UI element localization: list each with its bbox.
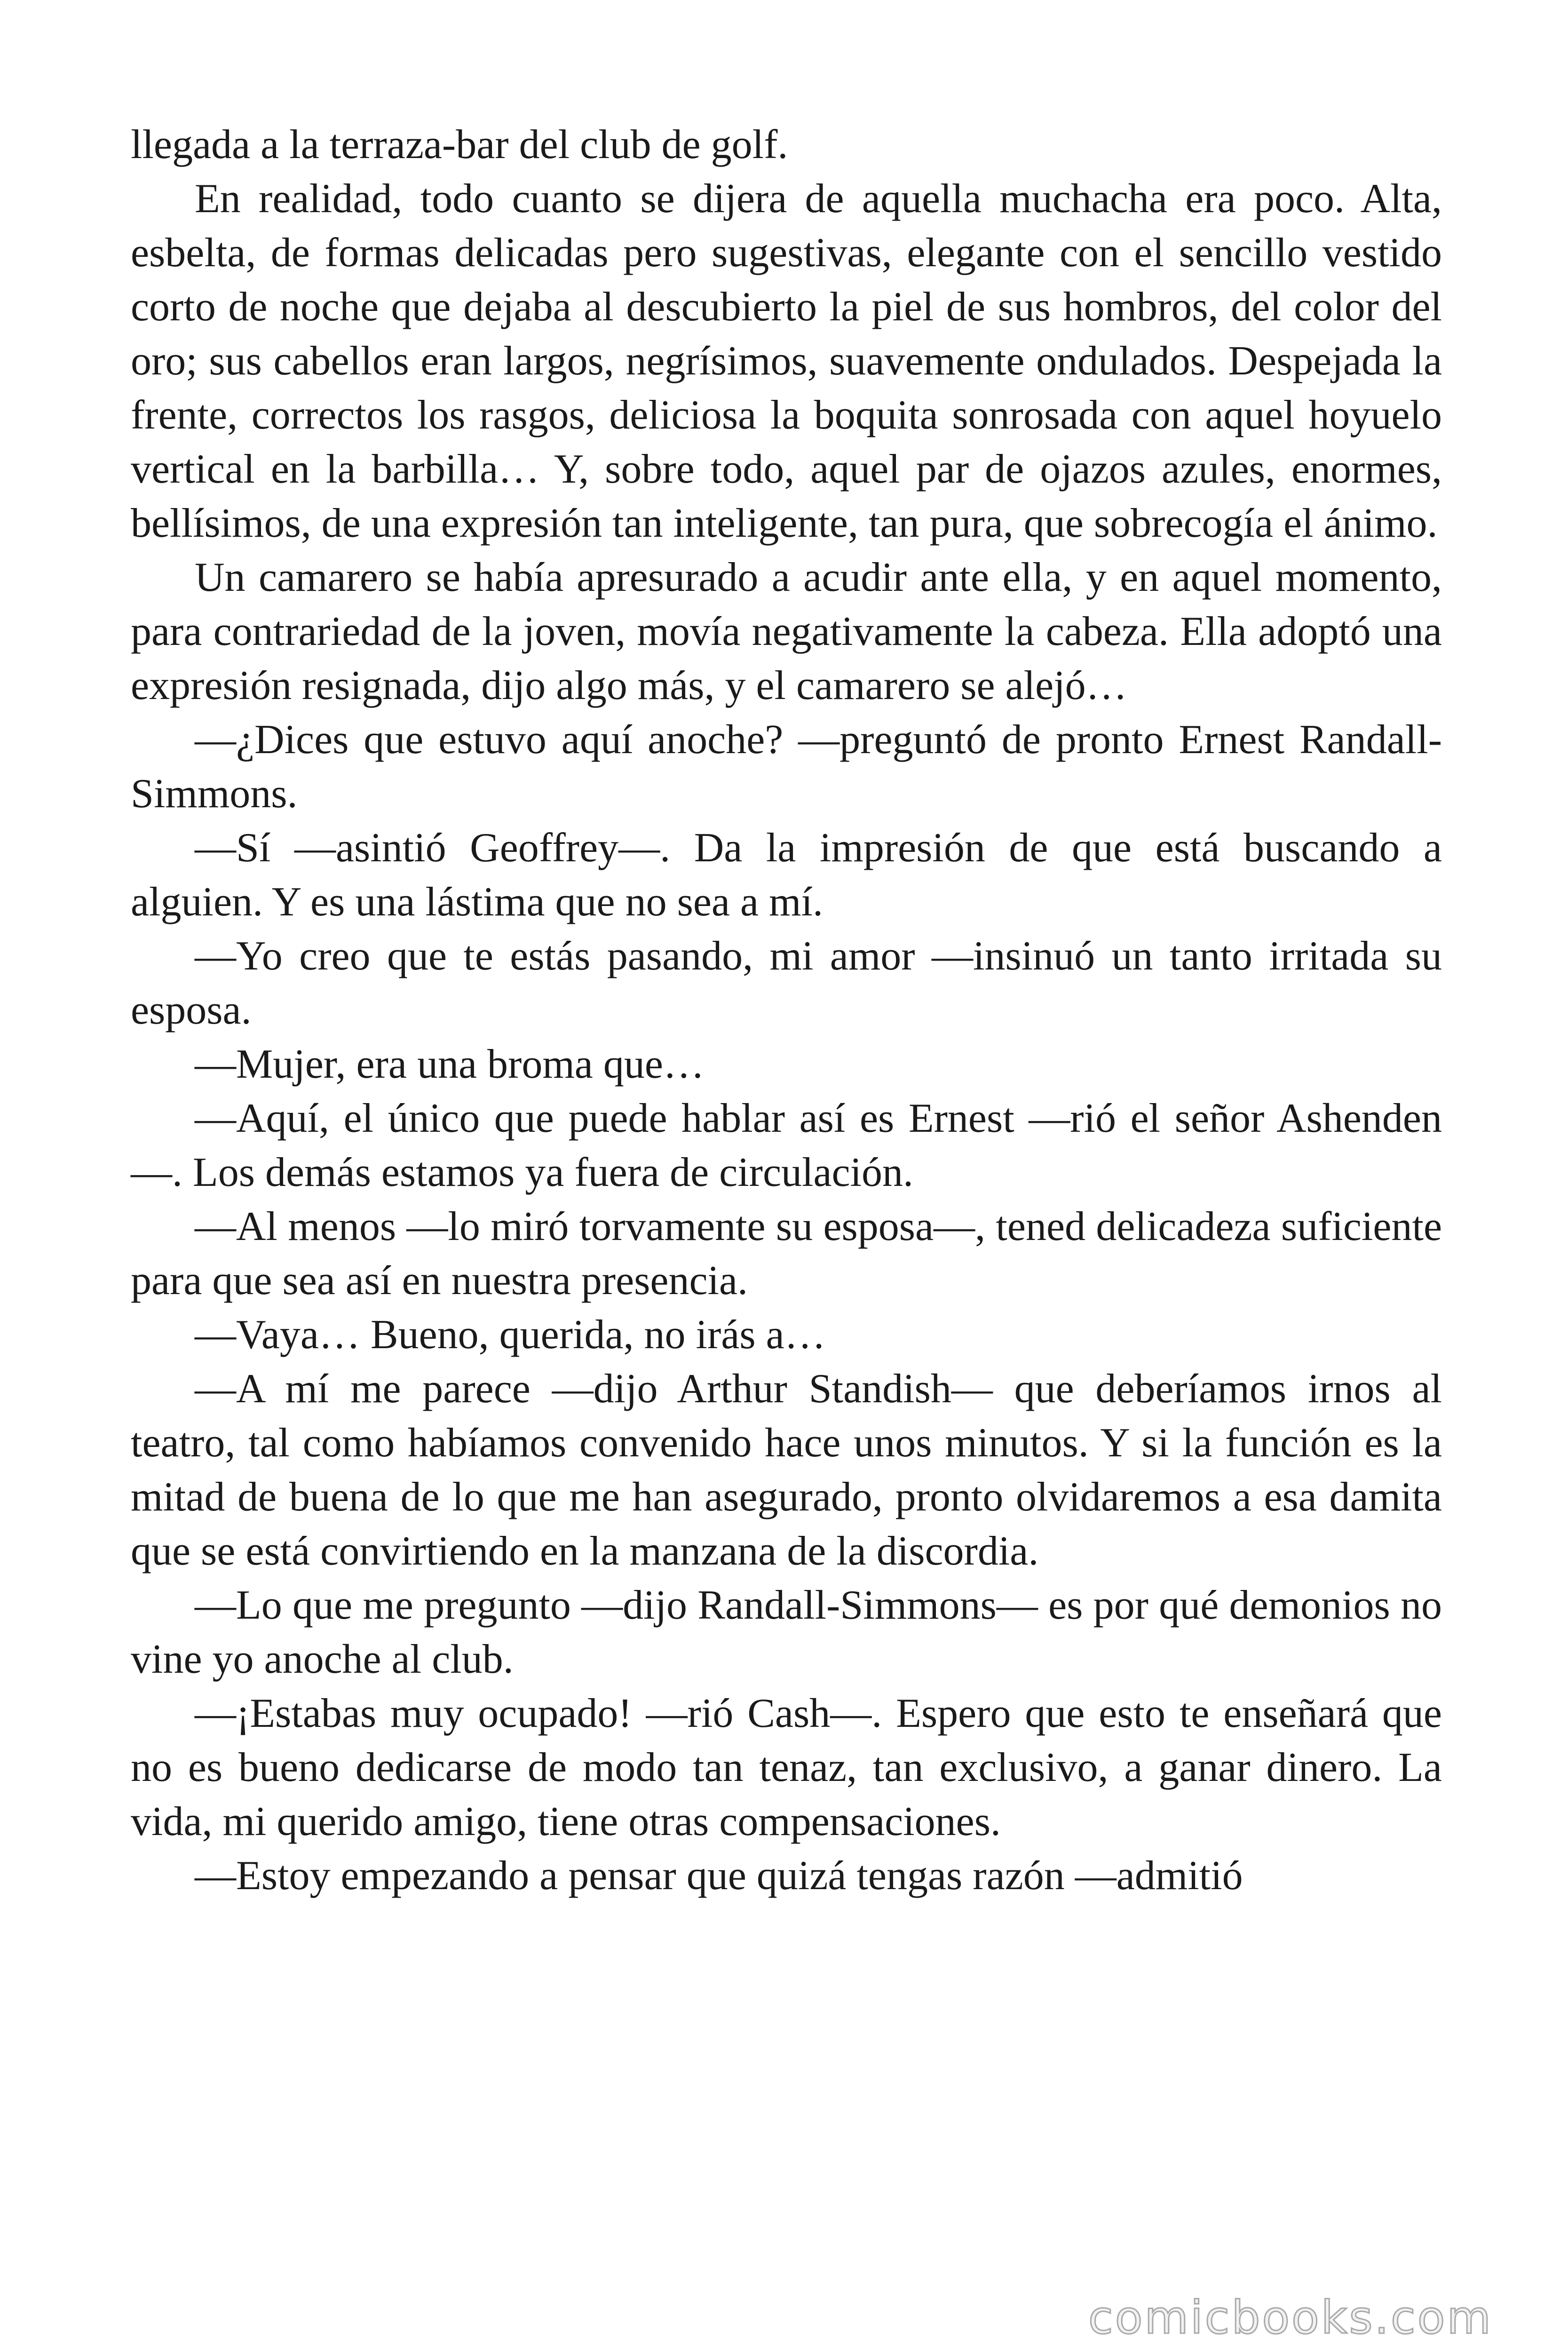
dialogue-paragraph: —Estoy empezando a pensar que quizá tengas razón —admitió (195, 1853, 1243, 1899)
dialogue-paragraph: —¿Dices que estuvo aquí anoche? —preguntó de pronto Ernest Randall-Simmons. (131, 717, 1442, 817)
paragraph-continuation: llegada a la terraza-bar del club de golf. (131, 122, 788, 167)
dialogue-paragraph: —Sí —asintió Geoffrey—. Da la impresión de que está buscando a alguien. Y es una lástima que no sea a mí. (131, 825, 1442, 925)
dialogue-paragraph: —Al menos —lo miró torvamente su esposa—, tened delicadeza suficiente para que sea así en nuestra presencia. (131, 1204, 1442, 1303)
dialogue-paragraph: —¡Estabas muy ocupado! —rió Cash—. Espero que esto te enseñará que no es bueno dedicarse de modo tan tenaz, tan exclusivo, a ganar dinero. La vida, mi querido amigo, tiene otras compensaciones. (131, 1691, 1442, 1844)
dialogue-paragraph: —Lo que me pregunto —dijo Randall-Simmons— es por qué demonios no vine yo anoche al club. (131, 1582, 1442, 1682)
dialogue-paragraph: —Yo creo que te estás pasando, mi amor —insinuó un tanto irritada su esposa. (131, 933, 1442, 1033)
dialogue-paragraph: —A mí me parece —dijo Arthur Standish— que deberíamos irnos al teatro, tal como habíamos convenido hace unos minutos. Y si la función es la mitad de buena de lo que me han asegurado, pronto olvidaremos a esa damita que se está convirtiendo en la manzana de la discordia. (131, 1366, 1442, 1574)
page-body (131, 118, 1442, 1903)
dialogue-paragraph: —Aquí, el único que puede hablar así es Ernest —rió el señor Ashenden—. Los demás estamos ya fuera de circulación. (131, 1096, 1442, 1195)
paragraph: Un camarero se había apresurado a acudir ante ella, y en aquel momento, para contrariedad de la joven, movía negativamente la cabeza. Ella adoptó una expresión resignada, dijo algo más, y el camarero se alejó… (131, 555, 1442, 708)
paragraph: En realidad, todo cuanto se dijera de aquella muchacha era poco. Alta, esbelta, de formas delicadas pero sugestivas, elegante con el sencillo vestido corto de noche que dejaba al descubierto la piel de sus hombros, del color del oro; sus cabellos eran largos, negrísimos, suavemente ondulados. Despejada la frente, correctos los rasgos, deliciosa la boquita sonrosada con aquel hoyuelo vertical en la barbilla… Y, sobre todo, aquel par de ojazos azules, enormes, bellísimos, de una expresión tan inteligente, tan pura, que sobrecogía el ánimo. (131, 176, 1442, 546)
watermark: comicbooks.com (1088, 2291, 1493, 2344)
dialogue-paragraph: —Mujer, era una broma que… (195, 1041, 705, 1087)
dialogue-paragraph: —Vaya… Bueno, querida, no irás a… (195, 1312, 826, 1358)
